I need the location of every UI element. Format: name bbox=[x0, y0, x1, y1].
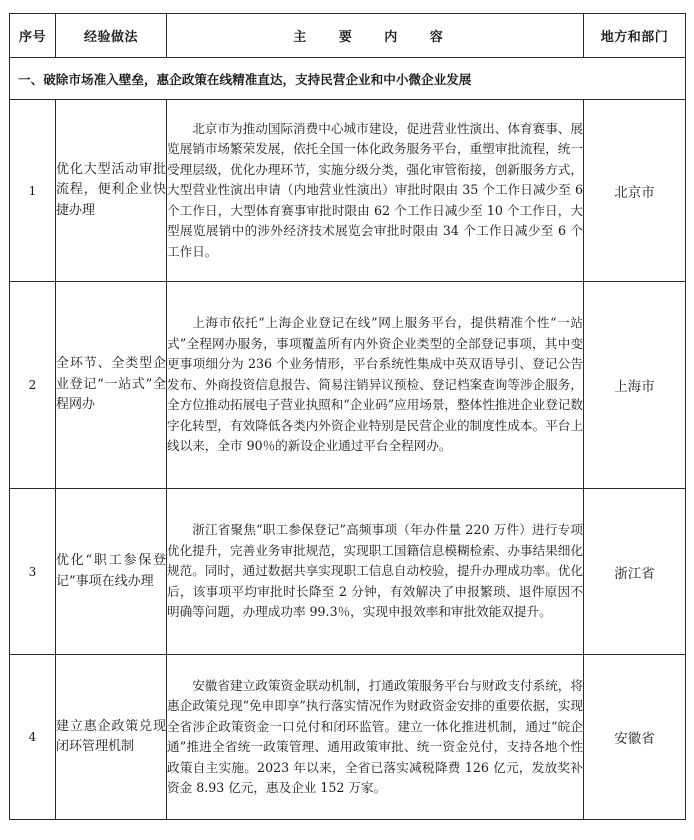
row-dept: 安徽省 bbox=[584, 655, 686, 820]
table-header-row bbox=[10, 14, 686, 58]
row-content: 上海市依托“上海企业登记在线”网上服务平台，提供精准个性“一站式”全程网办服务，事项覆盖所有内外资企业类型的全部登记事项，其中变更事项细分为 236 个业务情形，平台系统性集成中英双语导引、登记公告发布、外商投资信息报告、简易注销异议预检、登记档案查询等涉企服务，全方位推动拓展电子营业执照和“企业码”应用场景，整体性推进企业登记数字化转型，有效降低各类内外资企业特别是民营企业的制度性成本。平台上线以来，全市 90％的新设企业通过平台全程网办。 bbox=[167, 282, 584, 489]
header-dept: 地方和部门 bbox=[584, 14, 686, 58]
header-no: 序号 bbox=[10, 14, 56, 58]
section-row bbox=[10, 58, 686, 100]
section-title: 一、破除市场准入壁垒，惠企政策在线精准直达，支持民营企业和中小微企业发展 bbox=[10, 58, 686, 100]
table-row bbox=[10, 489, 686, 655]
row-experience: 建立惠企政策兑现闭环管理机制 bbox=[56, 655, 167, 820]
row-number: 3 bbox=[10, 489, 56, 655]
row-number: 2 bbox=[10, 282, 56, 489]
row-content: 浙江省聚焦“职工参保登记”高频事项（年办件量 220 万件）进行专项优化提升，完善业务审批规范，实现职工国籍信息模糊检索、办事结果细化规范。同时，通过数据共享实现职工信息自动校验，提升办理成功率。优化后，该事项平均审批时长降至 2 分钟，有效解决了申报繁琐、退件原因不明确等问题，办理成功率 99.3％，实现申报效率和审批效能双提升。 bbox=[167, 489, 584, 655]
row-number: 4 bbox=[10, 655, 56, 820]
policy-experience-table bbox=[9, 13, 686, 820]
row-content: 安徽省建立政策资金联动机制，打通政策服务平台与财政支付系统，将惠企政策兑现“免申即享”执行落实情况作为财政资金安排的重要依据，实现全省涉企政策资金一口兑付和闭环监管。建立一体化推进机制，通过“皖企通”推进全省统一政策管理、通用政策审批、统一资金兑付，支持各地个性政策自主实施。2023 年以来，全省已落实减税降费 126 亿元，发放奖补资金 8.93 亿元，惠及企业 152 万家。 bbox=[167, 655, 584, 820]
row-experience: 优化“职工参保登记”事项在线办理 bbox=[56, 489, 167, 655]
row-dept: 上海市 bbox=[584, 282, 686, 489]
row-dept: 浙江省 bbox=[584, 489, 686, 655]
row-content: 北京市为推动国际消费中心城市建设，促进营业性演出、体育赛事、展览展销市场繁荣发展，依托全国一体化政务服务平台，重塑审批流程，统一受理层级，优化办理环节，实施分级分类，强化审管衔接，创新服务方式，大型营业性演出申请（内地营业性演出）审批时限由 35 个工作日减少至 6 个工作日，大型体育赛事审批时限由 62 个工作日减少至 10 个工作日，大型展览展销中的涉外经济技术展览会审批时限由 34 个工作日减少至 6 个工作日。 bbox=[167, 100, 584, 282]
row-dept: 北京市 bbox=[584, 100, 686, 282]
table-row bbox=[10, 100, 686, 282]
header-experience: 经验做法 bbox=[56, 14, 167, 58]
table-row bbox=[10, 655, 686, 820]
row-experience: 优化大型活动审批流程，便利企业快捷办理 bbox=[56, 100, 167, 282]
table-row bbox=[10, 282, 686, 489]
header-main-content-label: 主 要 内 容 bbox=[293, 30, 457, 45]
row-number: 1 bbox=[10, 100, 56, 282]
row-experience: 全环节、全类型企业登记“一站式”全程网办 bbox=[56, 282, 167, 489]
header-main-content bbox=[167, 14, 584, 58]
